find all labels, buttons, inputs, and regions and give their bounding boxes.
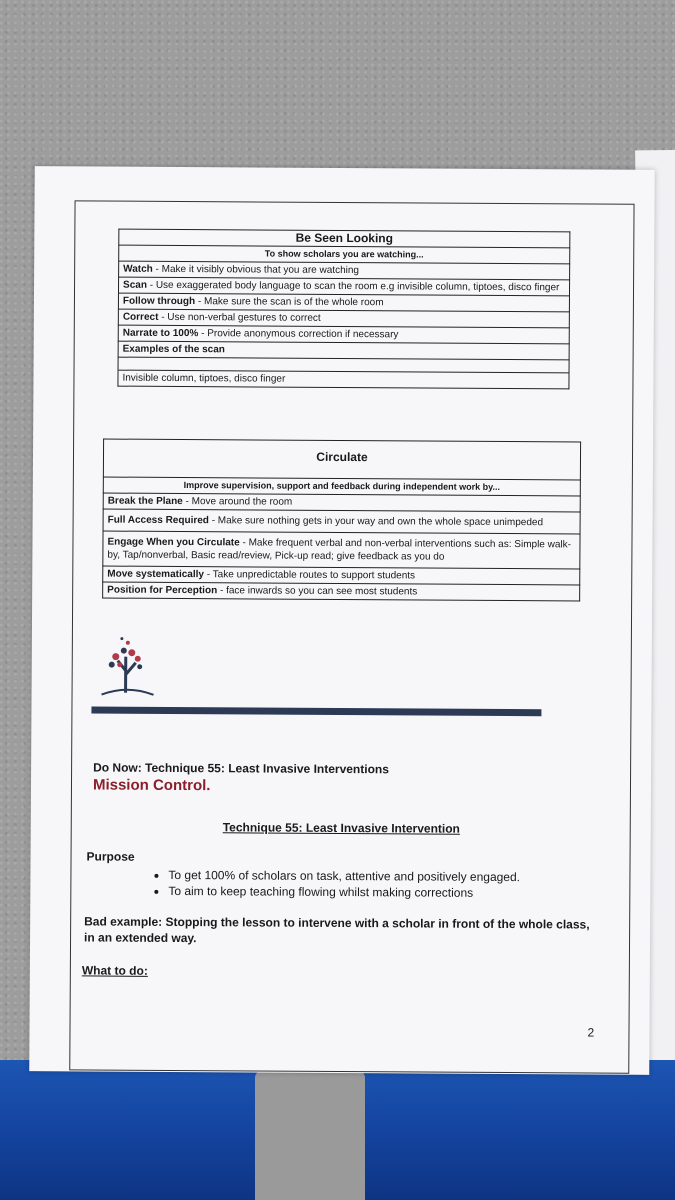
table-row: Narrate to 100% - Provide anonymous correction if necessary — [118, 325, 569, 344]
table-title: Be Seen Looking — [119, 229, 570, 248]
mission-control-title: Mission Control. — [92, 776, 211, 795]
list-item: • To get 100% of scholars on task, attentive and positively engaged. — [168, 867, 520, 885]
page-number: 2 — [587, 1025, 595, 1040]
table-title: Circulate — [103, 439, 580, 480]
table-row: Correct - Use non-verbal gestures to correct — [118, 309, 569, 328]
what-to-do-heading: What to do: — [81, 963, 148, 978]
section-title: Technique 55: Least Invasive Intervention — [222, 820, 460, 836]
table-subtitle: To show scholars you are watching... — [119, 245, 570, 264]
table-row: Watch - Make it visibly obvious that you are watching — [119, 261, 570, 280]
do-now-heading: Do Now: Technique 55: Least Invasive Interventions — [93, 760, 389, 777]
be-seen-looking-table — [117, 229, 570, 390]
table-row: Position for Perception - face inwards so you can see most students — [103, 582, 580, 601]
table-subtitle: Improve supervision, support and feedback during independent work by... — [103, 477, 580, 496]
purpose-label: Purpose — [86, 849, 135, 864]
table-row: Follow through - Make sure the scan is of the whole room — [118, 293, 569, 312]
bad-example: Bad example: Stopping the lesson to intervene with a scholar in front of the whole class, in an extended way. — [84, 914, 590, 946]
tree-logo — [98, 635, 158, 699]
circulate-table — [102, 439, 581, 602]
examples-text: Invisible column, tiptoes, disco finger — [118, 370, 569, 389]
examples-label: Examples of the scan — [118, 341, 569, 360]
table-row: Move systematically - Take unpredictable routes to support students — [103, 566, 580, 585]
document-page — [29, 166, 655, 1075]
table-row: Scan - Use exaggerated body language to scan the room e.g invisible column, tiptoes, disco finger — [118, 277, 569, 296]
chair-gap — [255, 1070, 365, 1200]
table-row: Full Access Required - Make sure nothing gets in your way and own the whole space unimpeded — [103, 509, 580, 534]
purpose-list — [150, 867, 520, 901]
table-row: Engage When you Circulate - Make frequent verbal and non-verbal interventions such as: Simple walk-by, Tap/nonverbal, Basic read/review, Pick-up read; give feedback as you do — [103, 531, 580, 569]
table-row: Break the Plane - Move around the room — [103, 493, 580, 512]
list-item: • To aim to keep teaching flowing whilst making corrections — [168, 883, 520, 901]
